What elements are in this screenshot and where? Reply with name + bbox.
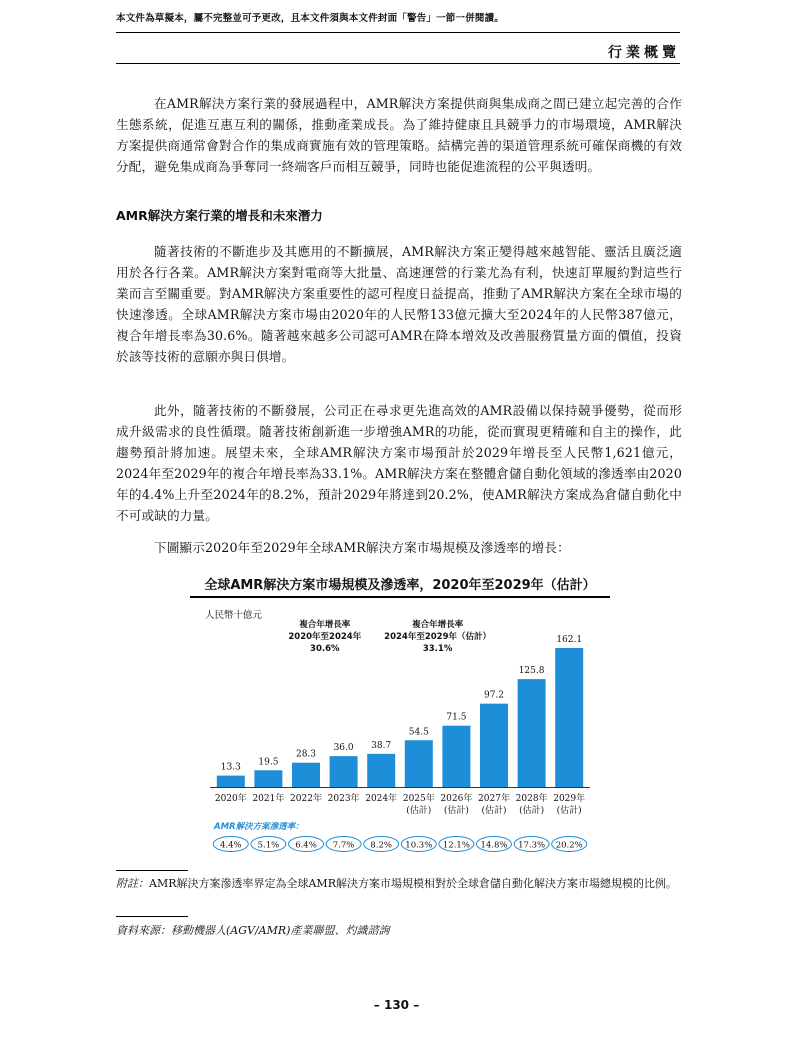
source-tag: 資料來源：: [116, 924, 171, 937]
bar-3: [330, 756, 358, 787]
bar-value-label: 54.5: [408, 727, 429, 738]
bar-value-label: 162.1: [556, 635, 583, 645]
x-tick-label: 2025年: [402, 794, 435, 804]
source-rule: [116, 916, 188, 917]
cagr-annotation-line: 33.1%: [422, 644, 453, 654]
note-rule: [116, 870, 188, 871]
cagr-annotation-line: 2024年至2029年（估計）: [384, 632, 492, 642]
bar-value-label: 28.3: [295, 749, 317, 760]
bar-6: [442, 726, 470, 787]
penetration-value: 5.1%: [257, 840, 280, 851]
penetration-value: 4.4%: [219, 840, 242, 851]
paragraph-1: 在AMR解決方案行業的發展過程中，AMR解決方案提供商與集成商之間已建立起完善的合作生態系統，促進互惠互利的關係，推動產業成長。為了維持健康且具競爭力的市場環境，AMR解決方案提供商通常會對合作的集成商實施有效的管理策略。結構完善的渠道管理系統可確保商機的有效分配，避免集成商為爭奪同一終端客戶而相互競爭，同時也能促進流程的公平與透明。: [116, 96, 682, 174]
penetration-value: 7.7%: [332, 840, 355, 851]
x-tick-label: 2027年: [478, 794, 510, 804]
x-tick-label: 2020年: [214, 794, 247, 804]
x-tick-label: 2023年: [327, 794, 360, 804]
penetration-value: 17.3%: [518, 840, 546, 851]
x-tick-label: 2022年: [290, 794, 322, 804]
bar-9: [555, 648, 583, 787]
draft-notice: 本文件為草擬本，屬不完整並可予更改，且本文件須與本文件封面「警告」一節一併閱讀。: [116, 13, 505, 24]
chart-title: 全球AMR解決方案市場規模及滲透率，2020年至2029年（估計）: [190, 574, 610, 598]
y-axis-label: 人民幣十億元: [205, 610, 263, 621]
x-tick-label: (估計): [443, 806, 469, 816]
penetration-value: 8.2%: [370, 840, 393, 851]
cagr-annotation-line: 複合年增長率: [299, 620, 351, 630]
bar-value-label: 97.2: [483, 690, 505, 701]
bar-value-label: 71.5: [446, 712, 467, 723]
section-subheading: AMR解決方案行業的增長和未來潛力: [116, 208, 323, 223]
x-tick-label: (估計): [406, 806, 432, 816]
cagr-annotation-line: 複合年增長率: [412, 620, 464, 630]
note-text: AMR解決方案滲透率界定為全球AMR解決方案市場規模相對於全球倉儲自動化解決方案市場總規模的比例。: [149, 877, 677, 890]
penetration-value: 14.8%: [480, 840, 508, 851]
bar-4: [367, 754, 395, 787]
bar-5: [405, 740, 433, 787]
bar-value-label: 125.8: [518, 666, 545, 677]
chart-source: [116, 922, 389, 938]
x-tick-label: (估計): [556, 806, 582, 816]
x-tick-label: 2028年: [515, 794, 548, 804]
bar-value-label: 13.3: [220, 762, 241, 773]
section-title: 行業概覽: [608, 45, 680, 61]
penetration-value: 10.3%: [405, 840, 433, 851]
cagr-annotation-line: 2020年至2024年: [288, 632, 362, 642]
source-text: 移動機器人(AGV/AMR)產業聯盟、灼識諮詢: [171, 924, 390, 937]
x-tick-label: (估計): [481, 806, 507, 816]
chart-note: [116, 876, 684, 891]
note-tag: 附註：: [116, 877, 149, 890]
cagr-annotation-line: 30.6%: [310, 644, 340, 654]
penetration-label: AMR解決方案滲透率：: [214, 822, 304, 832]
penetration-value: 6.4%: [295, 840, 317, 851]
bar-value-label: 38.7: [371, 740, 392, 751]
page-number: – 130 –: [373, 998, 420, 1012]
paragraph-2: 隨著技術的不斷進步及其應用的不斷擴展，AMR解決方案正變得越來越智能、靈活且廣泛適用於各行各業。AMR解決方案對電商等大批量、高速運營的行業尤為有利，快速訂單履約對這些行業而言至關重要。對AMR解決方案重要性的認可程度日益提高，推動了AMR解決方案在全球市場的快速滲透。全球AMR解決方案市場由2020年的人民幣133億元擴大至2024年的人民幣387億元，複合年增長率為30.6%。隨著越來越多公司認可AMR在降本增效及改善服務質量方面的價值，投資於該等技術的意願亦與日俱增。: [116, 244, 682, 364]
bar-value-label: 36.0: [333, 743, 354, 754]
x-tick-label: (估計): [519, 806, 545, 816]
bar-8: [518, 679, 546, 787]
x-tick-label: 2021年: [252, 794, 285, 804]
bar-2: [292, 763, 320, 787]
penetration-value: 20.2%: [555, 840, 583, 851]
paragraph-4: 下圖顯示2020年至2029年全球AMR解決方案市場規模及滲透率的增長：: [154, 540, 570, 555]
x-tick-label: 2024年: [365, 794, 398, 804]
bar-7: [480, 704, 508, 787]
bar-1: [254, 770, 282, 787]
x-tick-label: 2029年: [553, 794, 586, 804]
bar-0: [217, 776, 245, 787]
paragraph-3: 此外，隨著技術的不斷發展，公司正在尋求更先進高效的AMR設備以保持競爭優勢，從而形成升級需求的良性循環。隨著技術創新進一步增強AMR的功能，從而實現更精確和自主的操作，此趨勢預計將加速。展望未來，全球AMR解決方案市場預計於2029年增長至人民幣1,621億元，2024年至2029年的複合年增長率為33.1%。AMR解決方案在整體倉儲自動化領域的滲透率由2020年的4.4%上升至2024年的8.2%，預計2029年將達到20.2%，使AMR解決方案成為倉儲自動化中不可或缺的力量。: [116, 403, 682, 523]
x-tick-label: 2026年: [440, 794, 473, 804]
penetration-value: 12.1%: [442, 840, 470, 851]
bar-value-label: 19.5: [258, 757, 279, 768]
